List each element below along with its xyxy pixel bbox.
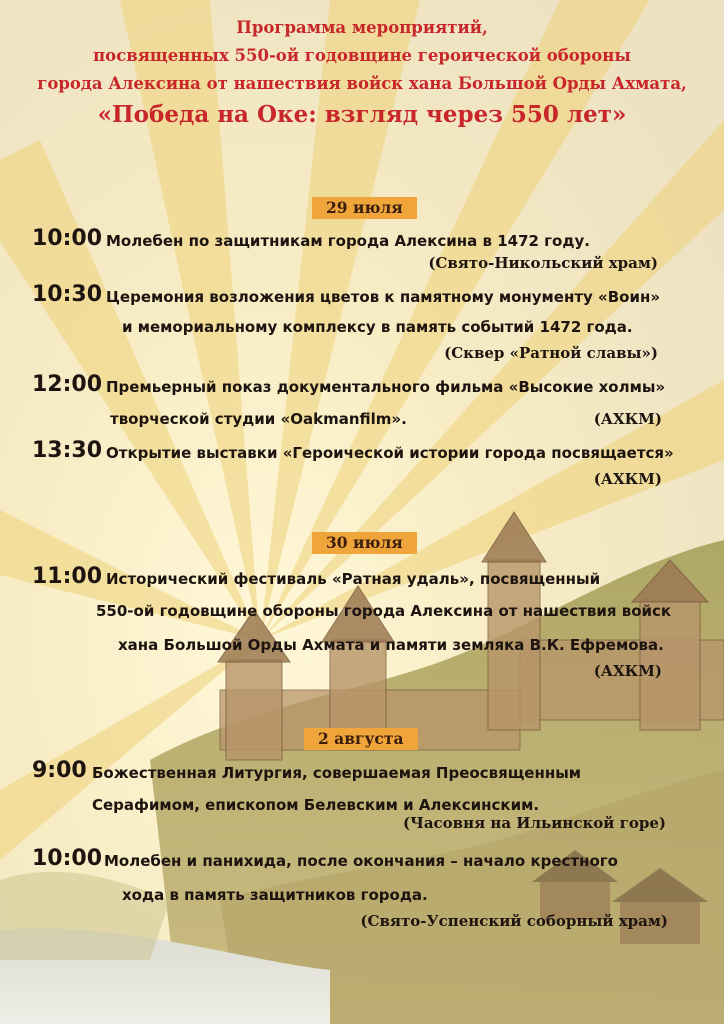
event-text: хода в память защитников города. (122, 886, 428, 904)
header-line-2: посвященных 550-ой годовщине героической обороны (93, 46, 631, 65)
event-place: (АХКМ) (593, 662, 662, 680)
event-time: 11:00 (32, 564, 103, 589)
event-text: Церемония возложения цветов к памятному монументу «Воин» (106, 288, 661, 306)
event-time: 10:00 (32, 846, 103, 871)
event-text: Серафимом, епископом Белевским и Алексинским. (92, 796, 540, 814)
event-time: 12:00 (32, 372, 103, 397)
date-badge: 30 июля (312, 532, 417, 554)
event-time: 9:00 (32, 758, 87, 783)
event-place: (Свято-Успенский соборный храм) (360, 912, 668, 930)
event-text: творческой студии «Oakmanfilm». (110, 410, 407, 428)
date-badge: 2 августа (304, 728, 418, 750)
event-place: (АХКМ) (593, 410, 662, 428)
event-text: и мемориальному комплексу в память событий 1472 года. (122, 318, 633, 336)
event-time: 10:00 (32, 226, 103, 251)
event-place: (Сквер «Ратной славы») (444, 344, 658, 362)
event-text: Молебен по защитникам города Алексина в 1472 году. (106, 232, 590, 250)
event-text: Исторический фестиваль «Ратная удаль», посвященный (106, 570, 601, 588)
header-line-3: города Алексина от нашествия войск хана Большой Орды Ахмата, (37, 74, 687, 93)
event-text: хана Большой Орды Ахмата и памяти земляка В.К. Ефремова. (118, 636, 664, 654)
event-time: 10:30 (32, 282, 103, 307)
event-time: 13:30 (32, 438, 103, 463)
event-text: Молебен и панихида, после окончания – начало крестного (104, 852, 618, 870)
header (0, 14, 724, 132)
header-line-1: Программа мероприятий, (236, 18, 488, 37)
event-text: Божественная Литургия, совершаемая Преосвященным (92, 764, 582, 782)
event-text: Премьерный показ документального фильма «Высокие холмы» (106, 378, 666, 396)
event-place: (Свято-Никольский храм) (428, 254, 658, 272)
event-place: (Часовня на Ильинской горе) (403, 814, 666, 832)
date-badge: 29 июля (312, 197, 417, 219)
event-text: 550-ой годовщине обороны города Алексина от нашествия войск (96, 602, 672, 620)
page-title: «Победа на Оке: взгляд через 550 лет» (97, 101, 627, 128)
event-place: (АХКМ) (593, 470, 662, 488)
event-text: Открытие выставки «Героической истории города посвящается» (106, 444, 674, 462)
